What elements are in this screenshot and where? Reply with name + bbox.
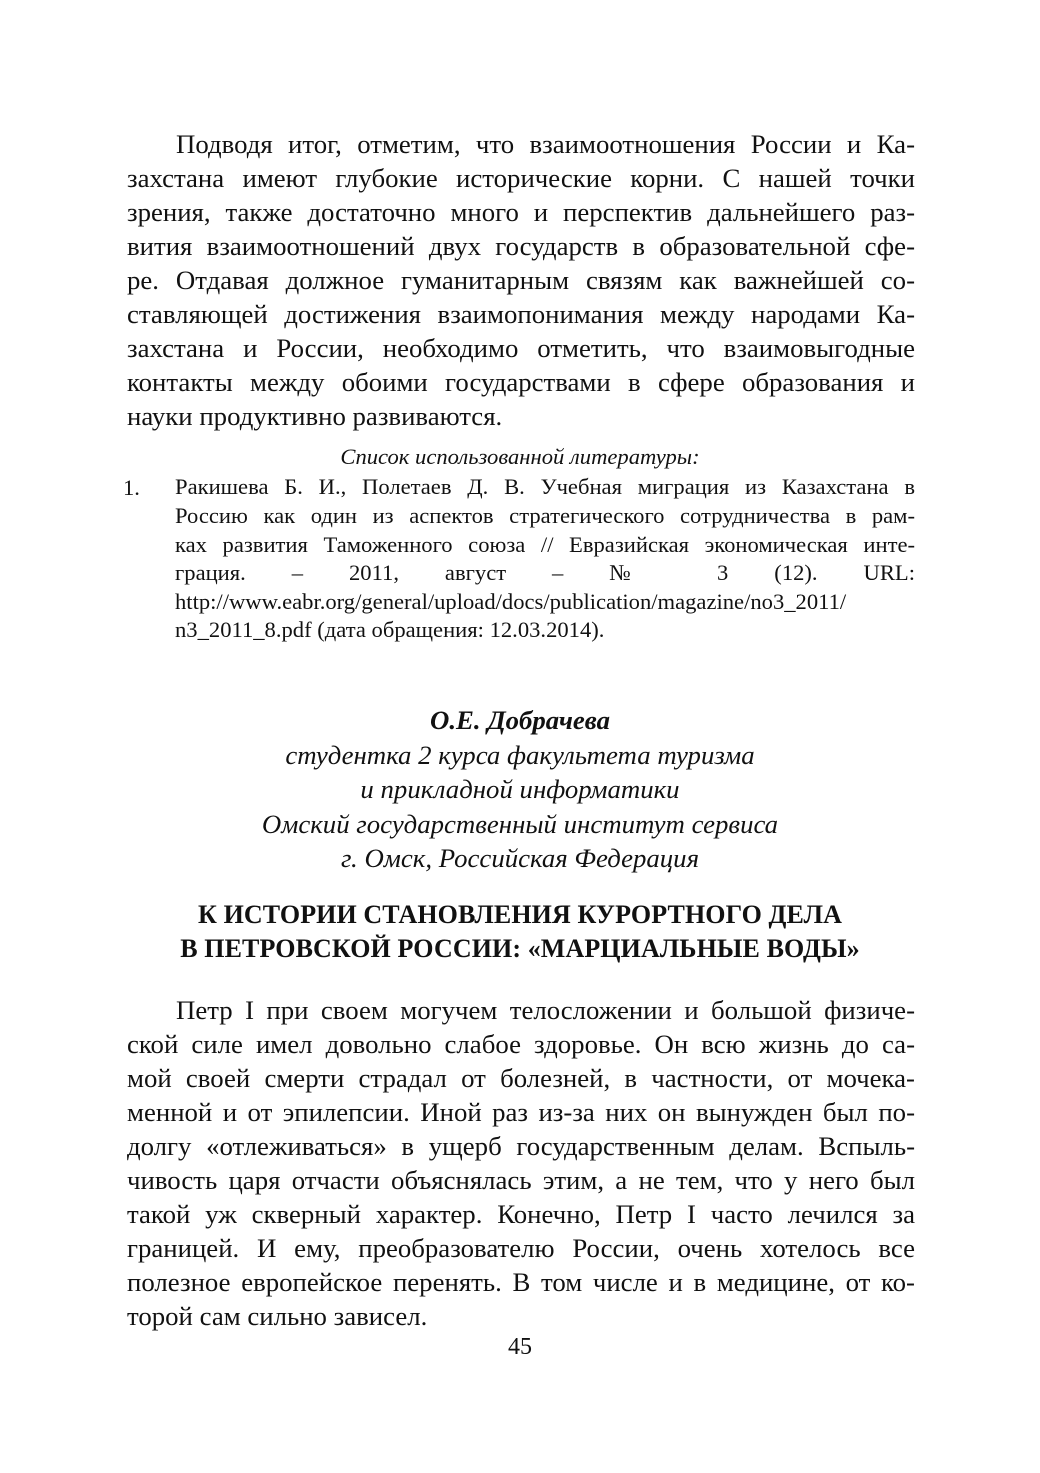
reference-url-line: http://www.eabr.org/general/upload/docs/publication/magazine/no3_2011/	[175, 589, 847, 614]
article-title-line: К ИСТОРИИ СТАНОВЛЕНИЯ КУРОРТНОГО ДЕЛА	[198, 900, 842, 929]
text-line: ре. Отдавая должное гуманитарным связям как важнейшей со-	[127, 265, 915, 295]
page-number: 45	[508, 1334, 532, 1360]
author-affiliation-line: студентка 2 курса факультета туризма	[285, 739, 755, 770]
article-title-line: В ПЕТРОВСКОЙ РОССИИ: «МАРЦИАЛЬНЫЕ ВОДЫ»	[180, 934, 860, 963]
text-line: зрения, также достаточно много и перспектив дальнейшего раз-	[127, 197, 915, 227]
text-line: ской силе имел довольно слабое здоровье. Он всю жизнь до са-	[127, 1029, 915, 1059]
author-affiliation-line: и прикладной информатики	[360, 774, 680, 804]
text-line: такой уж скверный характер. Конечно, Петр I часто лечился за	[127, 1199, 915, 1229]
reference-line: Ракишева Б. И., Полетаев Д. В. Учебная миграция из Казахстана в	[175, 474, 915, 499]
author-affiliation-line: Омский государственный институт сервиса	[261, 808, 779, 839]
references-heading: Список использованной литературы:	[340, 444, 700, 469]
author-block	[0, 703, 1040, 876]
text-line: ставляющей достижения взаимопонимания между народами Ка-	[127, 299, 915, 329]
reference-line: n3_2011_8.pdf (дата обращения: 12.03.2014).	[175, 617, 605, 642]
reference-line: ках развития Таможенного союза // Евразийская экономическая инте-	[175, 532, 915, 557]
text-line: контакты между обоими государствами в сфере образования и	[127, 367, 915, 397]
text-line: науки продуктивно развиваются.	[127, 401, 503, 431]
author-affiliation-line: г. Омск, Российская Федерация	[340, 843, 700, 873]
text-line: мой своей смерти страдал от болезней, в частности, от мочека-	[127, 1063, 915, 1093]
author-name: О.Е. Добрачева	[430, 705, 610, 735]
text-line: полезное европейское перенять. В том числе и в медицине, от ко-	[127, 1267, 915, 1297]
text-line: границей. И ему, преобразователю России, очень хотелось все	[127, 1233, 915, 1263]
text-line: захстана имеют глубокие исторические корни. С нашей точки	[127, 163, 915, 193]
text-line: захстана и России, необходимо отметить, что взаимовыгодные	[127, 333, 915, 363]
text-line: вития взаимоотношений двух государств в образовательной сфе-	[127, 231, 915, 261]
article-title	[0, 898, 1040, 966]
text-line: чивость царя отчасти объяснялась этим, а не тем, что у него был	[127, 1165, 915, 1195]
text-line: менной и от эпилепсии. Иной раз из-за них он вынужден был по-	[127, 1097, 915, 1127]
text-line: долгу «отлеживаться» в ущерб государственным делам. Вспыль-	[127, 1131, 915, 1161]
text-line: торой сам сильно зависел.	[127, 1301, 428, 1331]
text-line: Петр I при своем могучем телосложении и большой физиче-	[176, 995, 915, 1025]
reference-line: Россию как один из аспектов стратегического сотрудничества в рам-	[175, 503, 915, 528]
text-line: Подводя итог, отметим, что взаимоотношения России и Ка-	[176, 129, 915, 159]
reference-number: 1.	[123, 475, 140, 500]
reference-line: грация. – 2011, август – № 3 (12). URL:	[175, 560, 915, 585]
